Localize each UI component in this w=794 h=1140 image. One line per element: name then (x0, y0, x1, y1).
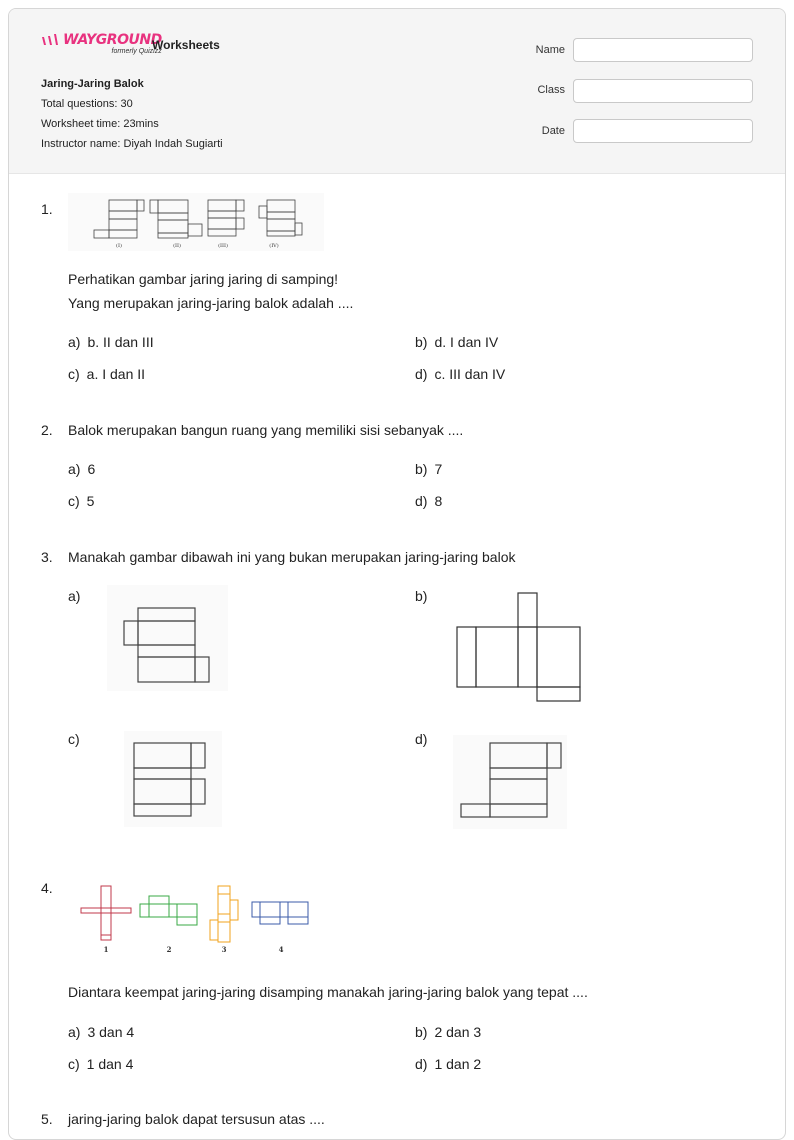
logo-subtitle: formerly Quizizz (111, 48, 162, 55)
option-letter: d) (415, 731, 428, 747)
question-4-nets-image (79, 882, 315, 956)
answer-option[interactable] (415, 1056, 481, 1072)
question-text-line: Perhatikan gambar jaring jaring di samping! (68, 271, 339, 287)
question-text: Manakah gambar dibawah ini yang bukan merupakan jaring-jaring balok (68, 549, 516, 565)
net-label-2: (II) (173, 243, 181, 249)
total-questions: Total questions: 30 (41, 98, 133, 110)
answer-option[interactable] (68, 366, 145, 382)
date-label: Date (541, 125, 565, 137)
option-letter: c) (68, 493, 80, 509)
worksheet-title: Jaring-Jaring Balok (41, 78, 144, 90)
option-d-net-image (453, 735, 567, 829)
answer-option[interactable] (415, 588, 427, 604)
option-letter: d) (415, 493, 428, 509)
answer-option[interactable] (68, 334, 154, 350)
answer-option[interactable] (415, 493, 442, 509)
option-c-net-image (124, 731, 222, 827)
answer-option[interactable] (415, 334, 498, 350)
option-text: a. I dan II (86, 366, 146, 382)
net-label-1: 1 (103, 945, 109, 954)
question-number: 2. (41, 422, 53, 438)
option-letter: a) (68, 334, 81, 350)
option-letter: b) (415, 334, 428, 350)
option-letter: d) (415, 366, 428, 382)
option-text: 1 dan 4 (86, 1056, 134, 1072)
option-letter: d) (415, 1056, 428, 1072)
option-text: 7 (434, 461, 443, 477)
class-label: Class (537, 84, 565, 96)
net-label-1: (I) (116, 243, 122, 249)
question-text: Balok merupakan bangun ruang yang memiliki sisi sebanyak .... (68, 422, 464, 438)
option-a-net-image (107, 585, 228, 691)
net-label-4: (IV) (269, 243, 279, 249)
question-text: jaring-jaring balok dapat tersusun atas .... (68, 1111, 325, 1127)
brand-label: Worksheets (152, 38, 220, 52)
date-field[interactable] (573, 119, 753, 143)
name-field[interactable] (573, 38, 753, 62)
answer-option[interactable] (68, 493, 94, 509)
answer-option[interactable] (415, 731, 427, 747)
option-text: 1 dan 2 (434, 1056, 482, 1072)
option-b-net-image (453, 591, 585, 705)
logo-text: WAYGROUND (63, 32, 162, 48)
question-1-nets-image (68, 193, 324, 251)
option-letter: b) (415, 588, 428, 604)
option-text: 5 (86, 493, 95, 509)
net-label-3: 3 (221, 945, 227, 954)
option-letter: a) (68, 1024, 81, 1040)
worksheet-header (9, 9, 785, 174)
worksheet-meta (41, 74, 223, 154)
answer-option[interactable] (415, 1024, 481, 1040)
net-label-2: 2 (166, 945, 172, 954)
option-text: b. II dan III (87, 334, 154, 350)
class-field[interactable] (573, 79, 753, 103)
question-number: 3. (41, 549, 53, 565)
option-text: d. I dan IV (434, 334, 499, 350)
answer-option[interactable] (68, 1024, 134, 1040)
option-letter: a) (68, 588, 81, 604)
question-number: 4. (41, 880, 53, 896)
net-label-3: (III) (218, 243, 228, 249)
option-text: 8 (434, 493, 443, 509)
answer-option[interactable] (415, 366, 505, 382)
option-letter: c) (68, 366, 80, 382)
answer-option[interactable] (415, 461, 442, 477)
option-letter: b) (415, 461, 428, 477)
net-label-4: 4 (278, 945, 284, 954)
option-letter: c) (68, 1056, 80, 1072)
option-letter: c) (68, 731, 80, 747)
question-number: 5. (41, 1111, 53, 1127)
worksheet-time: Worksheet time: 23mins (41, 118, 159, 130)
option-text: 3 dan 4 (87, 1024, 135, 1040)
question-text-line: Yang merupakan jaring-jaring balok adalah .... (68, 295, 354, 311)
name-label: Name (535, 44, 565, 56)
instructor-name: Instructor name: Diyah Indah Sugiarti (41, 138, 223, 150)
logo-mark-icon (41, 34, 61, 46)
answer-option[interactable] (68, 588, 80, 604)
question-text: Diantara keempat jaring-jaring disamping manakah jaring-jaring balok yang tepat .... (68, 984, 588, 1000)
answer-option[interactable] (68, 731, 80, 747)
option-text: 6 (87, 461, 96, 477)
answer-option[interactable] (68, 1056, 133, 1072)
option-text: 2 dan 3 (434, 1024, 482, 1040)
option-letter: b) (415, 1024, 428, 1040)
option-letter: a) (68, 461, 81, 477)
option-text: c. III dan IV (434, 366, 506, 382)
worksheet-page (8, 8, 786, 1140)
question-text (68, 267, 353, 315)
answer-option[interactable] (68, 461, 95, 477)
wayground-logo (41, 33, 162, 55)
question-number: 1. (41, 201, 53, 217)
